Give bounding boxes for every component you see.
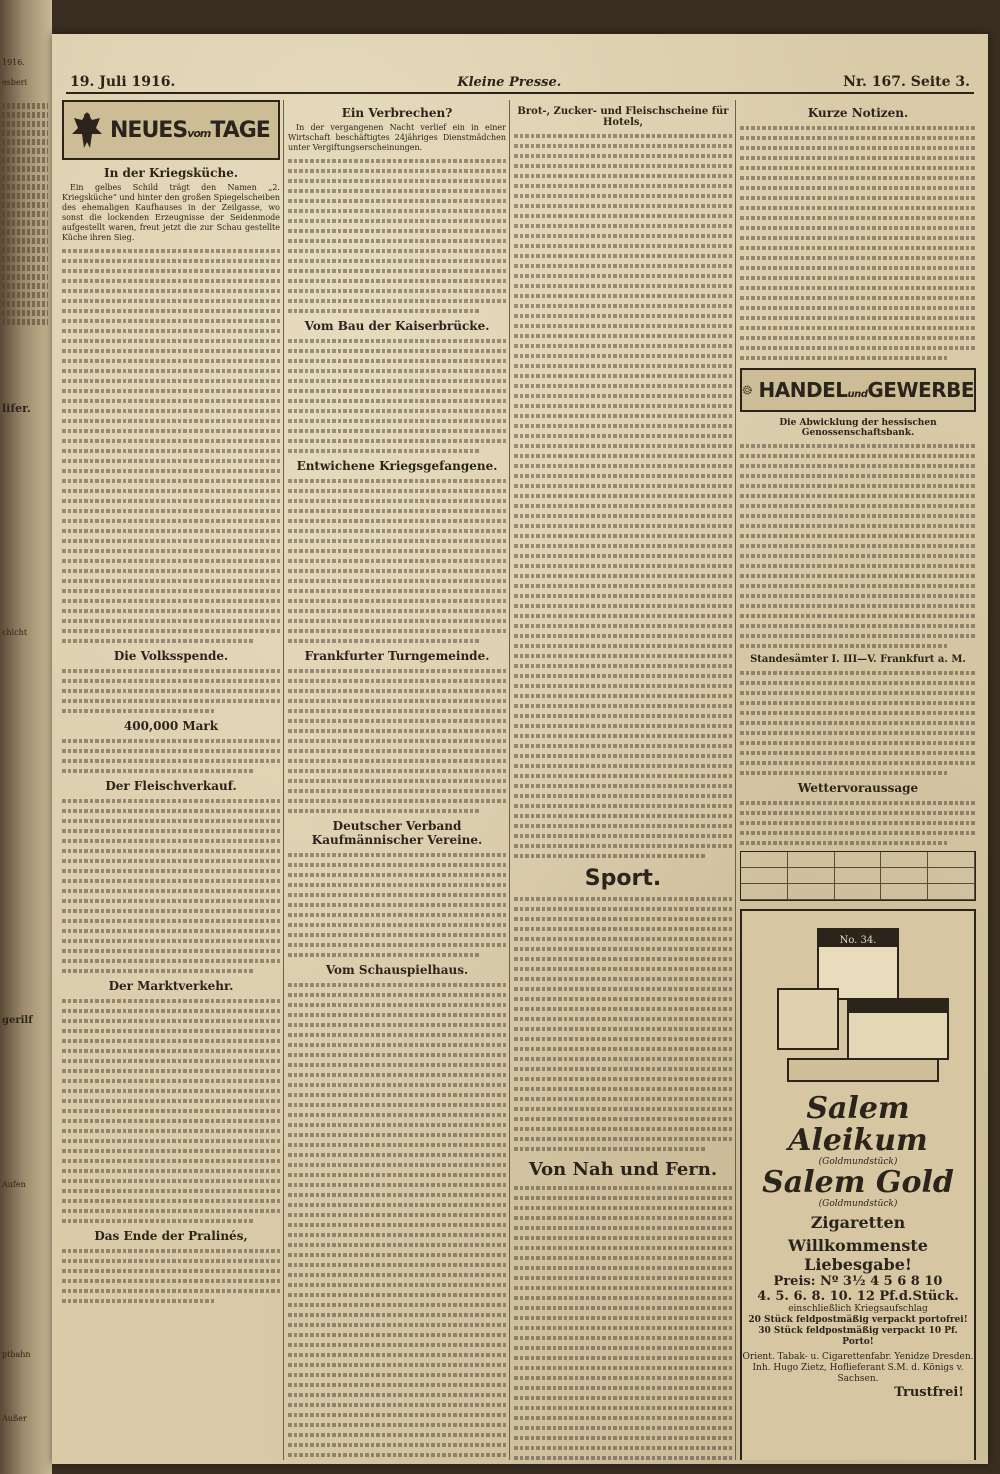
ad-price-line: 4. 5. 6. 8. 10. 12 Pf.d.Stück. (757, 1289, 959, 1304)
header-paper-name: Kleine Presse. (457, 75, 562, 90)
article-heading: Der Fleischverkauf. (105, 779, 237, 793)
salem-aleikum-advertisement (740, 909, 976, 1460)
svg-text:No. 34.: No. 34. (839, 935, 877, 946)
article-heading: Ein Verbrechen? (341, 106, 453, 120)
article-heading: Die Volksspende. (113, 649, 229, 663)
ad-price-line: Preis: Nº 3½ 4 5 6 8 10 (773, 1274, 943, 1289)
article-subheading: 400,000 Mark (123, 719, 219, 733)
prev-page-fragment: esberi (2, 78, 28, 87)
ad-product: Zigaretten (810, 1213, 906, 1232)
handel-und-gewerbe-masthead (740, 368, 976, 412)
article-text: In der vergangenen Nacht verlief ein in einer Wirtschaft beschäftigtes 24jähriges Dienstmädchen unter Vergiftungserscheinungen. (288, 123, 506, 152)
article-heading: Deutscher Verband Kaufmännischer Vereine. (311, 819, 483, 847)
neues-vom-tage-masthead (62, 100, 280, 160)
article-heading: Der Marktverkehr. (108, 979, 234, 993)
article-text: Ein gelbes Schild trägt den Namen „2. Kriegsküche“ und hinter den großen Spiegelscheiben des ehemaligen Kaufhauses in der Zeilgasse, wo sonst die lockenden Erzeugnisse der Seidenmode aufgestellt waren, freut jetzt die zur Schau gestellte Küche ihren Sieg. (62, 183, 280, 242)
article-heading: Standesämter I. III—V. Frankfurt a. M. (750, 654, 966, 665)
prev-page-fragment: chicht (2, 628, 28, 637)
prev-page-fragment: Außer (2, 1414, 27, 1423)
weather-table (740, 851, 976, 901)
ad-subtitle: (Goldmundstück) (818, 1199, 898, 1209)
article-heading: Von Nah und Fern. (528, 1159, 718, 1180)
eagle-emblem-icon (70, 108, 104, 152)
ad-subtitle: (Goldmundstück) (818, 1157, 898, 1167)
article-heading: Vom Schauspielhaus. (325, 963, 469, 977)
newspaper-page (52, 34, 988, 1464)
prev-page-fragment: 1916. (2, 58, 25, 67)
article-heading: Brot-, Zucker- und Fleischscheine für Hotels, (517, 106, 729, 128)
cigarette-packs-illustration (758, 919, 958, 1089)
prev-page-fragment: Aufen (2, 1180, 26, 1189)
section-title: HANDELundGEWERBE (758, 378, 974, 402)
prev-page-fragment: ptbahn (2, 1350, 31, 1359)
article-heading: Das Ende der Pralinés, (94, 1229, 248, 1243)
prev-page-fragment: lifer. (2, 402, 31, 415)
article-heading: Vom Bau der Kaiserbrücke. (304, 319, 490, 333)
column-3 (514, 100, 732, 1460)
sport-section-heading: Sport. (584, 866, 662, 891)
ad-brand-salem-gold: Salem Gold (762, 1165, 954, 1200)
ad-maker: Orient. Tabak- u. Cigarettenfabr. Yenidze Dresden. (742, 1352, 974, 1362)
column-2 (288, 100, 506, 1460)
ad-note: einschließlich Kriegsaufschlag (788, 1304, 928, 1314)
prev-page-fragment: gerilf (2, 1015, 33, 1026)
ad-tag: Trustfrei! (894, 1385, 964, 1400)
column-1 (62, 100, 280, 1460)
previous-page-edge (0, 0, 52, 1474)
article-heading: Entwichene Kriegsgefangene. (296, 459, 498, 473)
gear-wheel-icon (742, 373, 753, 407)
ad-note: 30 Stück feldpostmäßig verpackt 10 Pf. Porto! (758, 1326, 958, 1347)
ad-slogan: Willkommenste Liebesgabe! (788, 1236, 928, 1274)
header-page-number: Nr. 167. Seite 3. (843, 74, 970, 90)
article-heading: Kurze Notizen. (807, 106, 909, 120)
masthead-title: NEUESvomTAGE (110, 117, 270, 143)
article-heading: Frankfurter Turngemeinde. (304, 649, 490, 663)
ad-note: 20 Stück feldpostmäßig verpackt portofrei! (748, 1315, 968, 1325)
article-heading: Wettervoraussage (797, 781, 919, 795)
column-4 (740, 100, 976, 1460)
page-header (66, 70, 974, 94)
ad-owner: Inh. Hugo Zietz, Hoflieferant S.M. d. Königs v. Sachsen. (752, 1363, 964, 1384)
header-date: 19. Juli 1916. (70, 74, 176, 90)
article-heading: Die Abwicklung der hessischen Genossenschaftsbank. (779, 418, 937, 438)
article-heading: In der Kriegsküche. (103, 166, 238, 180)
ad-brand-salem-aleikum: Salem Aleikum (788, 1091, 928, 1158)
